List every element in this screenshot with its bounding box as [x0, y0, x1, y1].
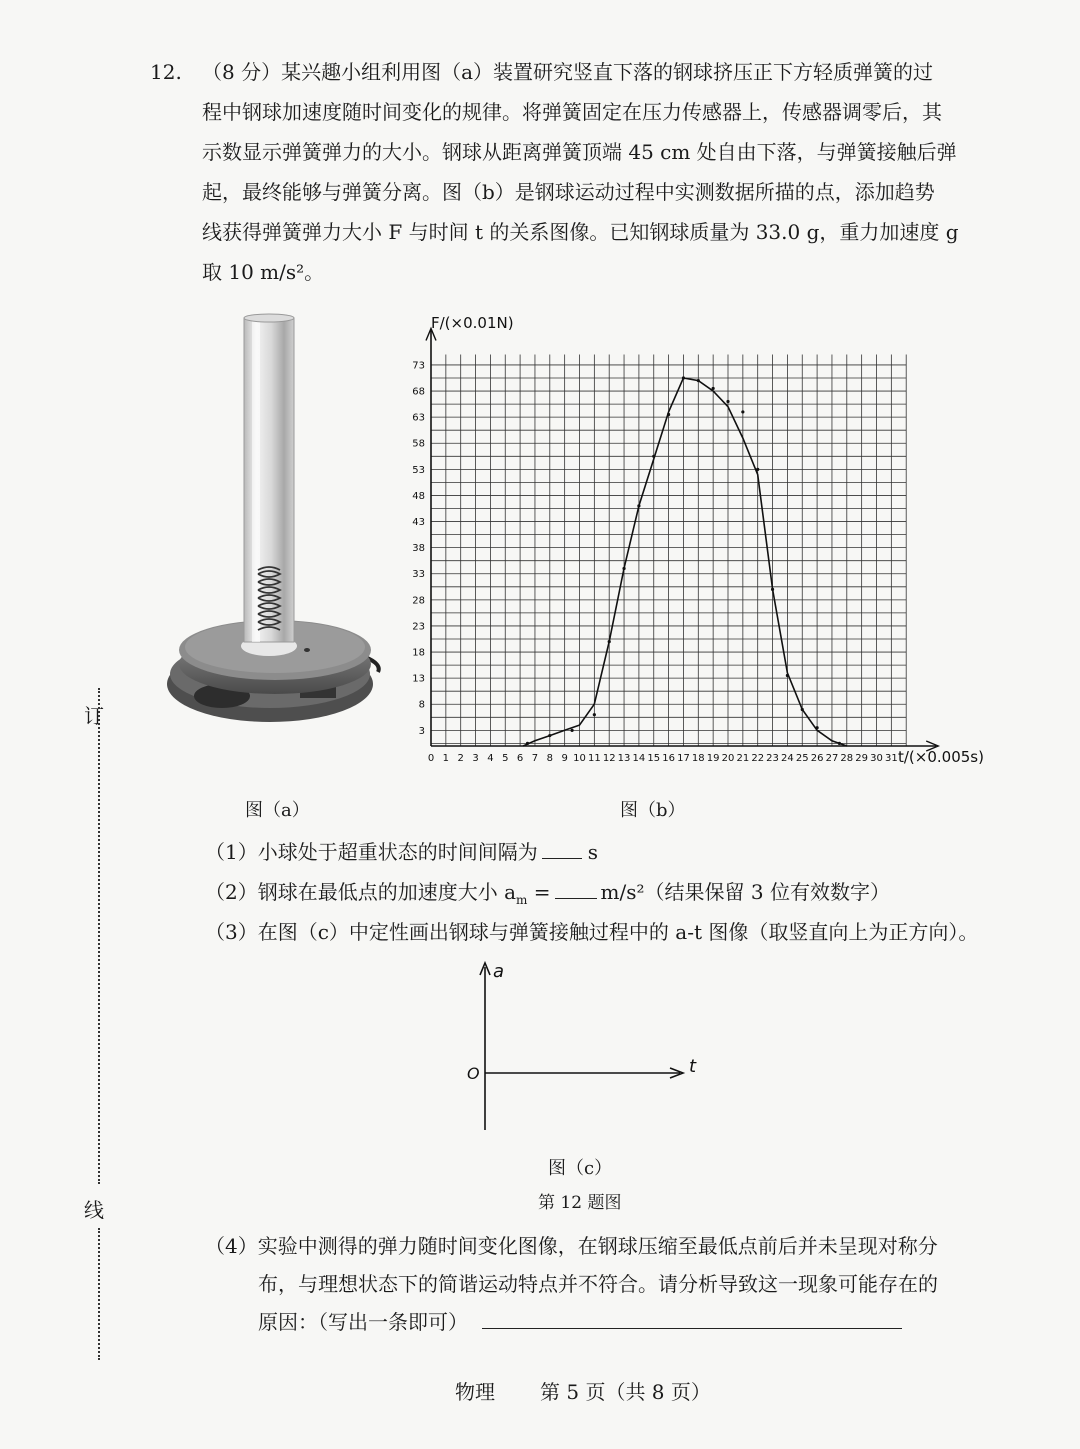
y-tick-label: 68 — [412, 386, 425, 398]
y-tick-label: 8 — [418, 699, 425, 711]
figure-a-apparatus — [160, 312, 390, 742]
chart-ylabel: F/(×0.01N) — [431, 314, 514, 332]
data-point — [682, 376, 685, 379]
x-tick-label: 1 — [442, 753, 450, 764]
x-tick-label: 12 — [602, 753, 616, 764]
x-tick-label: 13 — [617, 753, 631, 764]
data-point — [741, 410, 744, 413]
x-tick-label: 30 — [870, 753, 883, 764]
data-point — [622, 567, 625, 570]
y-tick-label: 28 — [412, 595, 425, 607]
margin-dotted-line-lower — [98, 1228, 100, 1360]
margin-dotted-line-upper — [98, 688, 100, 1184]
figure-c-caption: 图（c） — [548, 1158, 613, 1179]
x-tick-label: 21 — [736, 753, 750, 764]
x-tick-label: 17 — [677, 753, 690, 764]
margin-mark-top: 订 — [84, 704, 104, 728]
data-point — [637, 504, 640, 507]
question-line-3: 示数显示弹簧弹力的大小。钢球从距离弹簧顶端 45 cm 处自由下落，与弹簧接触后弹 — [202, 140, 957, 164]
x-tick-label: 6 — [516, 753, 524, 764]
data-point — [593, 713, 596, 716]
y-tick-label: 73 — [412, 360, 425, 372]
x-tick-label: 2 — [457, 753, 464, 764]
data-point — [838, 742, 841, 745]
figure-c-xlabel: t — [689, 1056, 697, 1077]
data-point — [697, 379, 700, 382]
data-point — [712, 387, 715, 390]
figure-c-axes[interactable] — [455, 955, 715, 1135]
x-tick-label: 15 — [647, 753, 661, 764]
data-point — [726, 400, 729, 403]
chart-xlabel: t/(×0.005s) — [898, 748, 984, 766]
x-tick-label: 22 — [751, 753, 765, 764]
data-point — [667, 413, 670, 416]
y-tick-label: 58 — [412, 438, 425, 450]
x-tick-label: 8 — [546, 753, 553, 764]
y-tick-label: 18 — [412, 647, 425, 659]
data-point — [526, 742, 529, 745]
y-tick-label: 63 — [412, 412, 425, 424]
x-tick-label: 31 — [884, 753, 898, 764]
x-tick-label: 26 — [810, 753, 824, 764]
data-point — [652, 455, 655, 458]
chart-ticks — [412, 360, 897, 764]
answer-blank-1[interactable] — [542, 840, 582, 859]
question-paragraph — [150, 52, 1000, 292]
question-line-4: 起，最终能够与弹簧分离。图（b）是钢球运动过程中实测数据所描的点，添加趋势 — [202, 180, 935, 204]
sub-question-4-line-2: 布，与理想状态下的简谐运动特点并不符合。请分析导致这一现象可能存在的 — [258, 1272, 938, 1296]
x-tick-label: 4 — [487, 753, 494, 764]
x-tick-label: 0 — [427, 753, 435, 764]
data-point — [756, 468, 759, 471]
question-number: 12. — [150, 60, 182, 84]
y-tick-label: 3 — [418, 725, 425, 737]
question-line-6: 取 10 m/s²。 — [202, 260, 325, 284]
figure-b-caption: 图（b） — [620, 800, 686, 821]
footer-page: 第 5 页（共 8 页） — [540, 1380, 711, 1404]
footer-subject: 物理 — [455, 1380, 495, 1404]
sub-question-2: （2）钢球在最低点的加速度大小 $a_m = m/s^2$（结果保留 3 位有效数字） — [205, 880, 890, 907]
x-tick-label: 11 — [587, 753, 601, 764]
question-line-2: 程中钢球加速度随时间变化的规律。将弹簧固定在压力传感器上，传感器调零后，其 — [202, 100, 942, 124]
x-tick-label: 20 — [721, 753, 735, 764]
data-point — [548, 734, 551, 737]
x-tick-label: 5 — [502, 753, 509, 764]
x-tick-label: 27 — [825, 753, 839, 764]
y-tick-label: 23 — [412, 621, 425, 633]
answer-blank-2[interactable] — [555, 880, 597, 899]
x-tick-label: 7 — [531, 753, 539, 764]
y-tick-label: 43 — [412, 517, 425, 529]
x-tick-label: 25 — [795, 753, 809, 764]
sub-question-3: （3）在图（c）中定性画出钢球与弹簧接触过程中的 a-t 图像（取竖直向上为正方向）。 — [205, 920, 979, 944]
sub-question-4-line-1: （4）实验中测得的弹力随时间变化图像，在钢球压缩至最低点前后并未呈现对称分 — [205, 1234, 938, 1258]
y-tick-label: 53 — [412, 464, 425, 476]
figure-b-chart — [395, 300, 995, 775]
x-tick-label: 16 — [662, 753, 675, 764]
y-tick-label: 38 — [412, 543, 425, 555]
x-tick-label: 29 — [855, 753, 869, 764]
sub-question-4-line-3: 原因：（写出一条即可） — [258, 1306, 902, 1335]
figure-a-caption: 图（a） — [245, 800, 310, 821]
x-tick-label: 28 — [840, 753, 854, 764]
answer-blank-4[interactable] — [482, 1310, 902, 1329]
x-tick-label: 24 — [781, 753, 794, 764]
figure-group-caption: 第 12 题图 — [538, 1193, 622, 1213]
x-tick-label: 18 — [691, 753, 705, 764]
y-tick-label: 33 — [412, 569, 425, 581]
data-point — [608, 640, 611, 643]
x-tick-label: 19 — [706, 753, 720, 764]
y-tick-label: 13 — [412, 673, 425, 685]
chart-series — [523, 376, 847, 746]
data-point — [786, 674, 789, 677]
margin-mark-bottom: 线 — [84, 1198, 104, 1222]
x-tick-label: 10 — [573, 753, 586, 764]
y-tick-label: 48 — [412, 490, 425, 502]
x-tick-label: 14 — [632, 753, 646, 764]
sub-question-1: （1）小球处于超重状态的时间间隔为 s — [205, 840, 598, 864]
question-line-1: 12. （8 分）某兴趣小组利用图（a）装置研究竖直下落的钢球挤压正下方轻质弹簧的过 — [150, 52, 1000, 92]
data-point — [771, 588, 774, 591]
data-point — [570, 729, 573, 732]
question-line-5: 线获得弹簧弹力大小 F 与时间 t 的关系图像。已知钢球质量为 33.0 g，重力加速度 g — [202, 220, 959, 244]
data-point — [816, 726, 819, 729]
figure-c-ylabel: a — [493, 961, 505, 982]
x-tick-label: 3 — [472, 753, 479, 764]
data-point — [801, 708, 804, 711]
x-tick-label: 23 — [766, 753, 779, 764]
figure-c-origin: O — [467, 1064, 480, 1083]
x-tick-label: 9 — [561, 753, 568, 764]
